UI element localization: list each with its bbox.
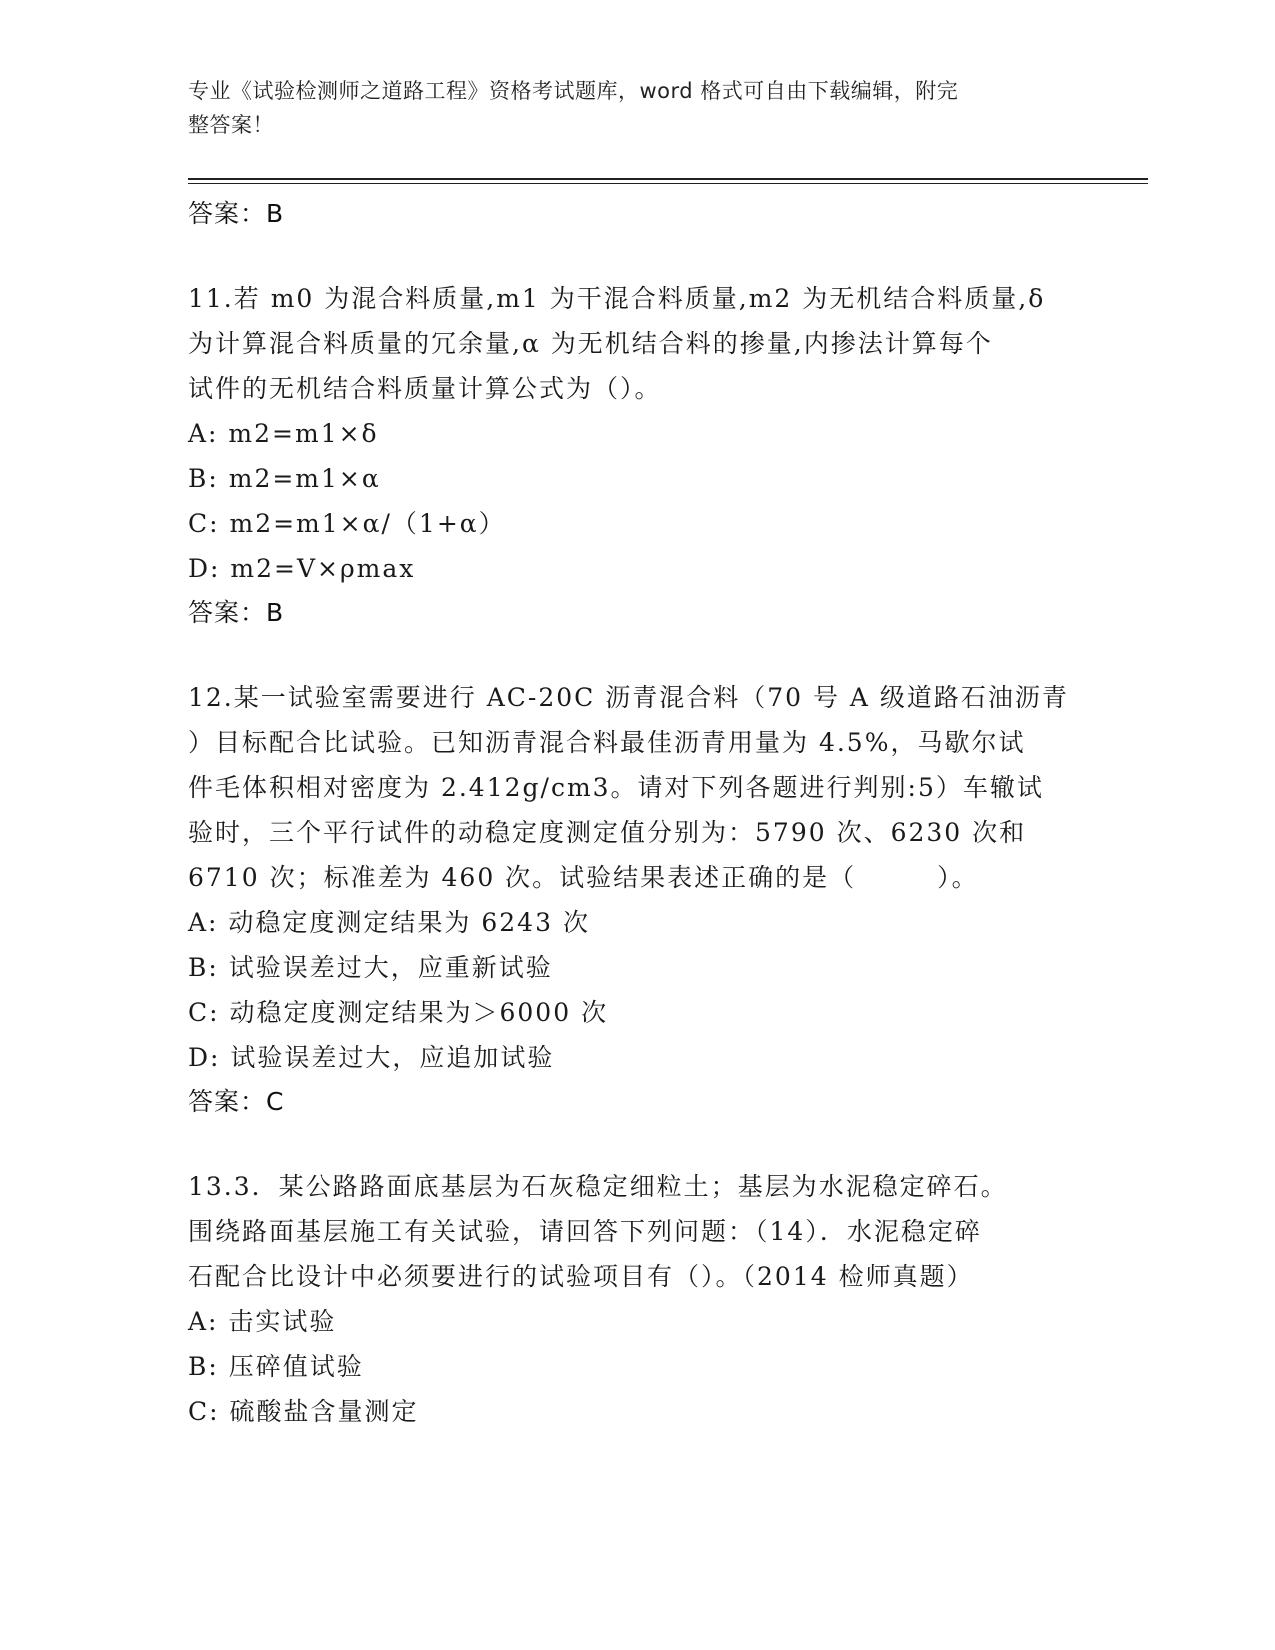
question-text-line: 为计算混合料质量的冗余量,α 为无机结合料的掺量,内掺法计算每个 [188,329,993,358]
answer: 答案：C [188,1087,285,1116]
question-text-line: 11.若 m0 为混合料质量,m1 为干混合料质量,m2 为无机结合料质量,δ [188,284,1046,313]
header-rule-thin [188,183,1148,184]
question-text-line: 试件的无机结合料质量计算公式为（）。 [188,374,662,403]
header-line-1: 专业《试验检测师之道路工程》资格考试题库，word 格式可自由下载编辑，附完 [188,79,959,103]
answer: 答案：B [188,598,285,627]
header-rule-thick [188,178,1148,180]
question-11 [188,276,1088,635]
option-d: D: 试验误差过大，应追加试验 [188,1043,555,1072]
previous-answer: 答案：B [188,199,285,228]
option-c: C: m2=m1×α/（1+α） [188,509,506,538]
option-d: D: m2=V×ρmax [188,554,416,583]
question-text-line: 12.某一试验室需要进行 AC-20C 沥青混合料（70 号 A 级道路石油沥青 [188,683,1069,712]
question-text-line: 石配合比设计中必须要进行的试验项目有（）。（2014 检师真题） [188,1262,974,1291]
option-b: B: 试验误差过大，应重新试验 [188,953,553,982]
question-text-line: 围绕路面基层施工有关试验，请回答下列问题：（14）．水泥稳定碎 [188,1217,982,1246]
question-13 [188,1164,1088,1434]
option-c: C: 动稳定度测定结果为＞6000 次 [188,998,609,1027]
option-a: A: 动稳定度测定结果为 6243 次 [188,908,590,937]
option-a: A: m2=m1×δ [188,419,379,448]
page-header [188,74,1068,142]
question-12 [188,675,1088,1124]
question-text-line: 13.3．某公路路面底基层为石灰稳定细粒土；基层为水泥稳定碎石。 [188,1172,1008,1201]
question-text-line: ）目标配合比试验。已知沥青混合料最佳沥青用量为 4.5%，马歇尔试 [188,728,1026,757]
question-text-line: 验时，三个平行试件的动稳定度测定值分别为：5790 次、6230 次和 [188,818,1027,847]
option-b: B: 压碎值试验 [188,1352,364,1381]
option-a: A: 击实试验 [188,1307,337,1336]
question-text-line: 件毛体积相对密度为 2.412g/cm3。请对下列各题进行判别:5）车辙试 [188,773,1044,802]
header-line-2: 整答案！ [188,113,274,137]
option-b: B: m2=m1×α [188,464,381,493]
content-area [188,192,1088,1434]
option-c: C: 硫酸盐含量测定 [188,1397,419,1426]
question-text-line: 6710 次；标准差为 460 次。试验结果表述正确的是（ ）。 [188,863,979,892]
